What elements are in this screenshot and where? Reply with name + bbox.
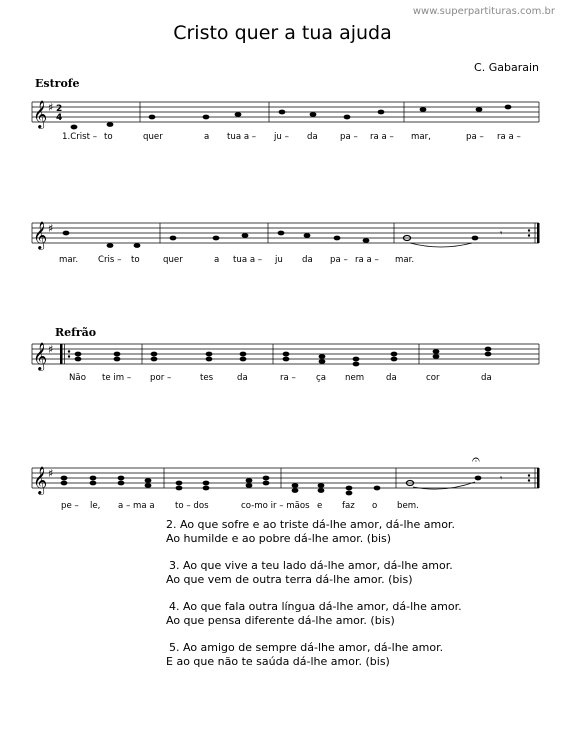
verse-4 [166, 600, 462, 628]
lyric-syllable: da [237, 373, 248, 383]
section-label-estrofe: Estrofe [35, 77, 80, 90]
composer: C. Gabarain [474, 61, 539, 74]
lyric-syllable: ça [316, 373, 326, 383]
treble-clef-icon: 𝄞 [33, 466, 48, 494]
svg-text:♯: ♯ [48, 222, 54, 235]
lyric-syllable: ra – [280, 373, 296, 383]
verse-line: Ao que pensa diferente dá-lhe amor. (bis) [166, 614, 395, 627]
lyric-syllable: mar. [59, 255, 79, 265]
treble-clef-icon: 𝄞 [33, 221, 48, 249]
lyric-syllable: to [104, 132, 113, 142]
lyric-syllable: ra a – [370, 132, 394, 142]
svg-text:♯: ♯ [48, 101, 54, 114]
lyric-syllable: da [302, 255, 313, 265]
site-url: www.superpartituras.com.br [412, 6, 555, 17]
lyric-syllable: tua a – [227, 132, 257, 142]
verse-5 [166, 641, 443, 669]
lyric-syllable: tes [200, 373, 214, 383]
section-label-refrao: Refrão [55, 326, 97, 339]
lyric-syllable: co-mo ir – mãos [241, 501, 310, 511]
lyric-syllable: quer [143, 132, 163, 142]
treble-clef-icon: 𝄞 [33, 100, 48, 128]
lyric-syllable: da [386, 373, 397, 383]
lyric-syllable: a [214, 255, 220, 265]
lyric-syllable: e [317, 501, 323, 511]
svg-text:𝄾: 𝄾 [500, 229, 503, 239]
verse-line: Ao humilde e ao pobre dá-lhe amor. (bis) [166, 532, 392, 545]
music-staff-1 [0, 100, 565, 136]
verse-line: 5. Ao amigo de sempre dá-lhe amor, dá-lhe amor. [169, 641, 444, 654]
svg-text:𝄾: 𝄾 [500, 474, 503, 484]
lyric-syllable: 1.Crist – [62, 132, 97, 142]
treble-clef-icon: 𝄞 [33, 342, 48, 370]
lyric-syllable: a [204, 132, 210, 142]
lyric-syllable: pa – [466, 132, 484, 142]
lyric-syllable: pe – [61, 501, 79, 511]
verse-line: Ao que vem de outra terra dá-lhe amor. (bis) [166, 573, 413, 586]
svg-text:2: 2 [56, 104, 63, 114]
lyric-syllable: Cris – [98, 255, 122, 265]
song-title: Cristo quer a tua ajuda [173, 22, 392, 44]
lyric-syllable: Não [69, 373, 86, 383]
lyric-syllable: quer [163, 255, 183, 265]
lyric-syllable: te im – [102, 373, 132, 383]
lyric-syllable: da [481, 373, 492, 383]
lyric-syllable: bem. [397, 501, 419, 511]
lyric-syllable: to – dos [175, 501, 209, 511]
lyric-syllable: ju [275, 255, 283, 265]
lyric-syllable: da [307, 132, 318, 142]
lyric-syllable: o [372, 501, 378, 511]
svg-text:4: 4 [56, 113, 63, 123]
lyric-syllable: pa – [340, 132, 358, 142]
music-staff-4 [0, 452, 565, 502]
lyric-syllable: mar, [411, 132, 431, 142]
lyric-syllable: por – [150, 373, 172, 383]
lyric-syllable: nem [345, 373, 365, 383]
lyric-syllable: a – ma a [118, 501, 155, 511]
svg-text:♯: ♯ [48, 343, 54, 356]
verse-line: 4. Ao que fala outra língua dá-lhe amor, dá-lhe amor. [169, 600, 462, 613]
lyric-syllable: cor [426, 373, 440, 383]
svg-text:♯: ♯ [48, 467, 54, 480]
fermata-icon: 𝄐 [472, 452, 480, 468]
lyric-syllable: ra a – [497, 132, 521, 142]
lyric-syllable: ra a – [355, 255, 379, 265]
lyric-syllable: le, [90, 501, 101, 511]
lyric-syllable: to [131, 255, 140, 265]
verse-3 [166, 559, 453, 587]
lyric-syllable: faz [342, 501, 355, 511]
verse-2 [166, 518, 455, 546]
verse-line: E ao que não te saúda dá-lhe amor. (bis) [166, 655, 390, 668]
lyric-syllable: tua a – [233, 255, 263, 265]
lyric-syllable: ju – [274, 132, 289, 142]
lyric-syllable: pa – [330, 255, 348, 265]
lyric-syllable: mar. [395, 255, 415, 265]
music-staff-2 [0, 221, 565, 257]
verse-line: 3. Ao que vive a teu lado dá-lhe amor, dá-lhe amor. [169, 559, 453, 572]
verse-line: 2. Ao que sofre e ao triste dá-lhe amor, dá-lhe amor. [166, 518, 455, 531]
